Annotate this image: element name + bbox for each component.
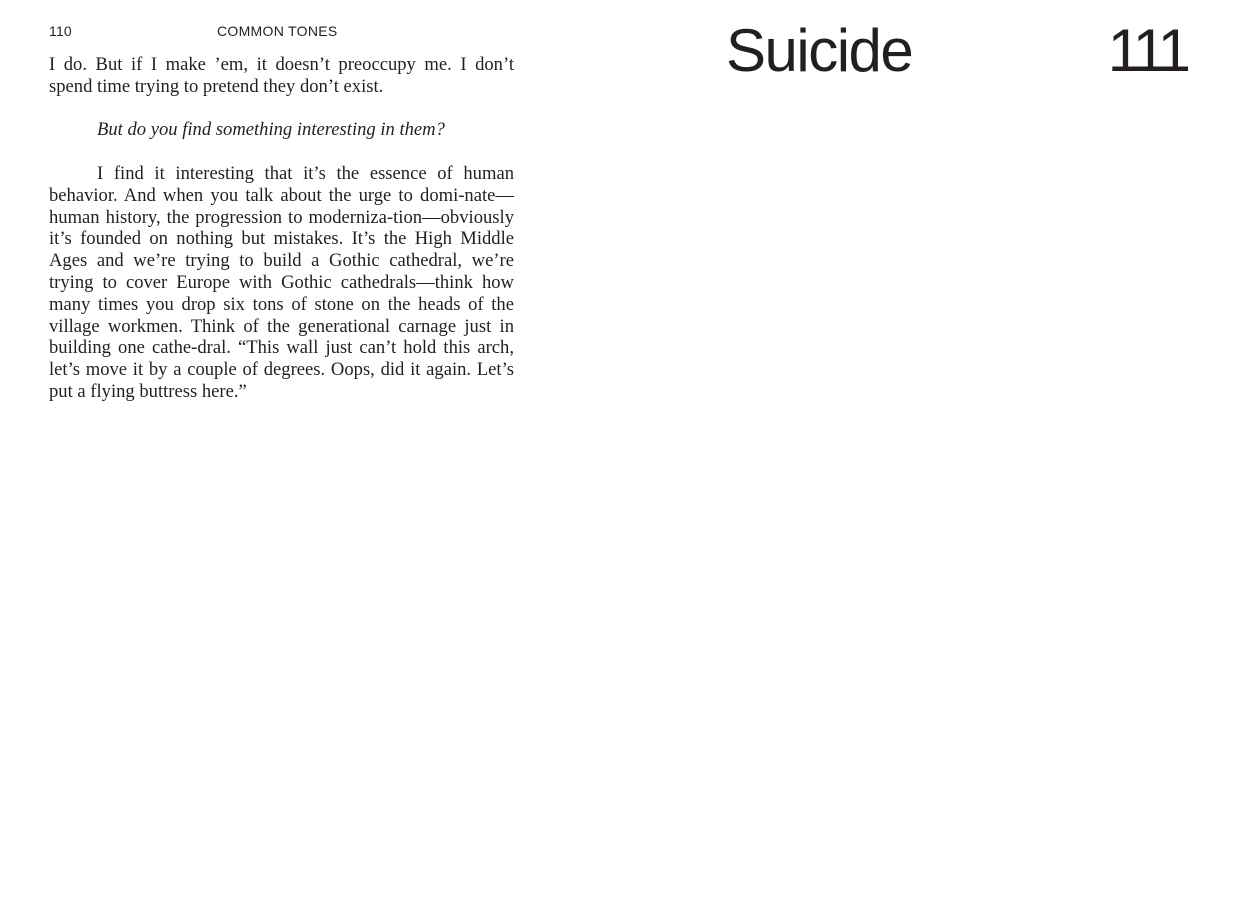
paragraph-answer-2: I find it interesting that it’s the essence of human behavior. And when you talk about the urge to domi-nate—human history, the progression to moderniza-tion—obviously it’s founded on nothing but mistakes. It’s the High Middle Ages and we’re trying to build a Gothic cathedral, we’re trying to cover Europe with Gothic cathedrals—think how many times you drop six tons of stone on the heads of the village workmen. Think of the generational carnage just in building one cathe-dral. “This wall just can’t hold this arch, let’s move it by a couple of degrees. Oops, did it again. Let’s put a flying buttress here.” xyxy=(49,162,514,402)
paragraph-answer-1: I do. But if I make ’em, it doesn’t preoccupy me. I don’t spend time trying to pretend they don’t exist. xyxy=(49,54,514,97)
page-number-right: 111 xyxy=(1107,17,1187,84)
running-head: COMMON TONES xyxy=(217,23,338,39)
right-page xyxy=(620,0,1239,912)
page-number-left: 110 xyxy=(49,23,72,39)
body-text xyxy=(49,54,514,403)
chapter-title: Suicide xyxy=(726,17,913,84)
paragraph-question: But do you find something interesting in them? xyxy=(97,119,445,141)
